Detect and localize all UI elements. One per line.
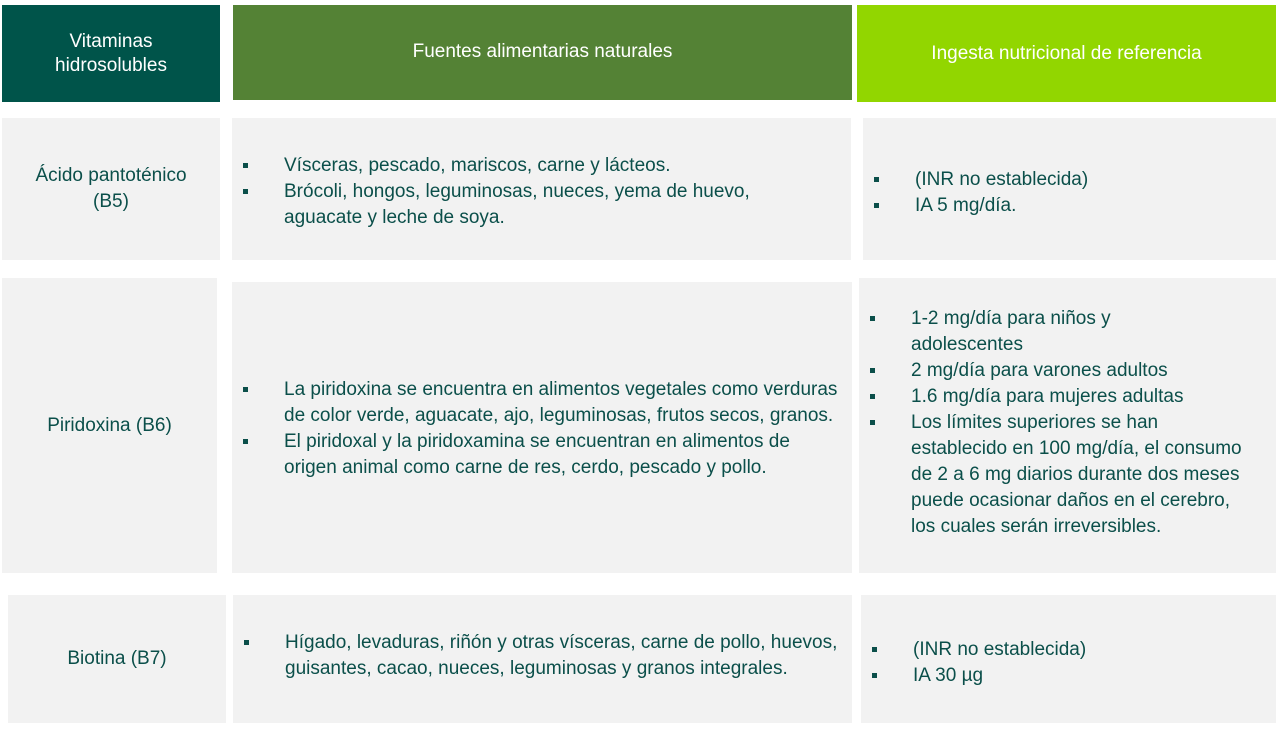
header-intake-label: Ingesta nutricional de referencia (931, 42, 1202, 64)
header-sources-label: Fuentes alimentarias naturales (412, 40, 673, 62)
vitamin-name-b6: Piridoxina (B6) (47, 414, 172, 436)
row-b5-name-cell (2, 118, 220, 260)
list-item: 2 mg/día para varones adultos (859, 358, 1259, 384)
list-item: Vísceras, pescado, mariscos, carne y lácteos. (232, 153, 822, 179)
intake-list-b5 (863, 159, 1263, 219)
row-b6-name-cell (2, 278, 217, 573)
sources-list-b5 (232, 147, 822, 231)
row-b6-sources-cell (232, 282, 852, 573)
list-item: IA 5 mg/día. (863, 193, 1263, 219)
list-item: 1.6 mg/día para mujeres adultas (859, 384, 1259, 410)
intake-list-b7 (861, 637, 1261, 689)
vitamin-name-b7: Biotina (B7) (67, 648, 167, 669)
list-item: Hígado, levaduras, riñón y otras vísceras, carne de pollo, huevos, guisantes, cacao, nueces, leguminosas y granos integrales. (233, 630, 838, 682)
header-sources (233, 5, 852, 100)
row-b7-sources-cell (233, 595, 852, 723)
sources-list-b7 (233, 630, 838, 682)
list-item: Brócoli, hongos, leguminosas, nueces, yema de huevo, aguacate y leche de soya. (232, 179, 822, 231)
sources-list-b6 (232, 377, 844, 481)
list-item: La piridoxina se encuentra en alimentos vegetales como verduras de color verde, aguacate, ajo, leguminosas, frutos secos, granos. (232, 377, 844, 429)
vitamin-name-b5: Ácido pantoténico (B5) (35, 165, 187, 212)
list-item: 1-2 mg/día para niños y adolescentes (859, 306, 1259, 358)
header-vitamins (2, 5, 220, 102)
row-b7-name-cell (8, 595, 226, 723)
list-item: (INR no establecida) (861, 637, 1261, 663)
row-b6-intake-cell (859, 278, 1276, 573)
list-item: El piridoxal y la piridoxamina se encuentran en alimentos de origen animal como carne de res, cerdo, pescado y pollo. (232, 429, 844, 481)
list-item: Los límites superiores se han establecido en 100 mg/día, el consumo de 2 a 6 mg diarios durante dos meses puede ocasionar daños en el cerebro, los cuales serán irreversibles. (859, 410, 1259, 540)
row-b7-intake-cell (861, 595, 1276, 723)
row-b5-intake-cell (863, 118, 1276, 260)
intake-list-b6 (859, 306, 1259, 540)
list-item: IA 30 µg (861, 663, 1261, 689)
row-b5-sources-cell (232, 118, 851, 260)
header-intake (857, 5, 1276, 102)
header-vitamins-label: Vitaminas hidrosolubles (55, 30, 167, 76)
list-item: (INR no establecida) (863, 167, 1263, 193)
